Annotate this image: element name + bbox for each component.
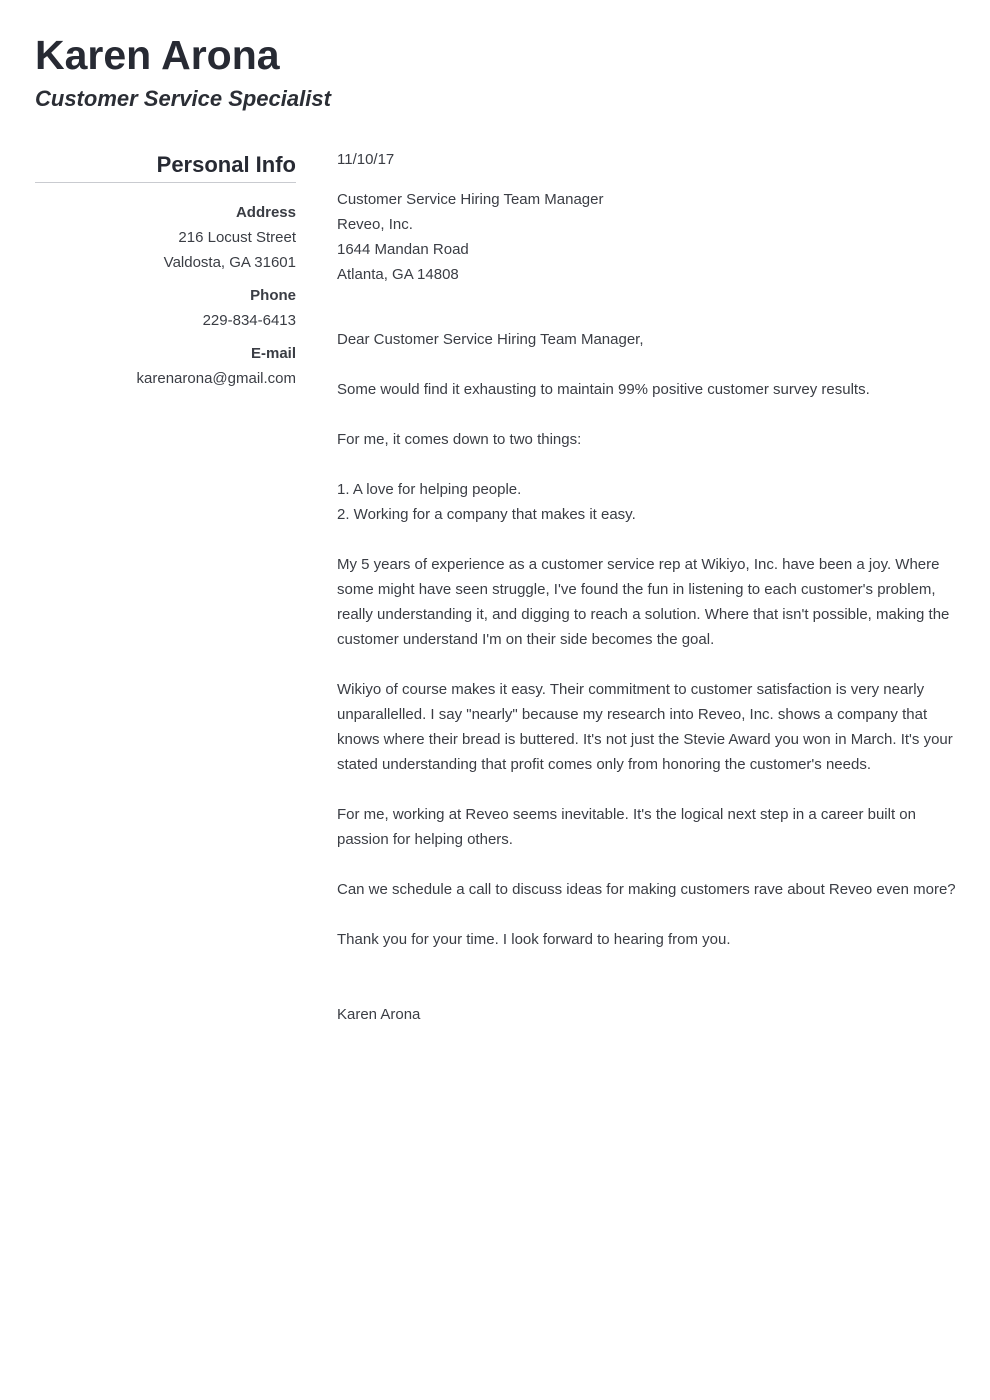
- cover-letter-body: [337, 147, 962, 1027]
- numbered-list: [337, 477, 962, 527]
- personal-info-sidebar: [35, 150, 296, 391]
- closing-paragraph: Thank you for your time. I look forward to hearing from you.: [337, 931, 731, 948]
- body-paragraph: For me, working at Reveo seems inevitable. It's the logical next step in a career built on passion for helping others.: [337, 806, 916, 848]
- phone-label: Phone: [250, 287, 296, 304]
- email-group: [35, 341, 296, 391]
- email-label: E-mail: [250, 345, 296, 362]
- body-paragraph: My 5 years of experience as a customer service rep at Wikiyo, Inc. have been a joy. Where some might have seen struggle, I've found the fun in listening to each customer's problem, really understanding it, and digging to reach a solution. Where that isn't possible, making the customer understand I'm on their side becomes the goal.: [337, 556, 950, 648]
- applicant-name: Karen Arona: [35, 32, 280, 78]
- body-paragraph: Can we schedule a call to discuss ideas for making customers rave about Reveo even more?: [337, 881, 956, 898]
- letter-date: 11/10/17: [337, 151, 395, 168]
- salutation: Dear Customer Service Hiring Team Manager,: [337, 331, 644, 348]
- phone-value: 229-834-6413: [202, 312, 296, 329]
- recipient-line: Customer Service Hiring Team Manager: [337, 191, 604, 208]
- address-group: [35, 200, 296, 275]
- list-item: 2. Working for a company that makes it easy.: [337, 506, 636, 523]
- list-item: 1. A love for helping people.: [337, 481, 522, 498]
- recipient-line: 1644 Mandan Road: [337, 241, 469, 258]
- recipient-line: Reveo, Inc.: [337, 216, 413, 233]
- address-line: 216 Locust Street: [178, 229, 296, 246]
- recipient-block: [337, 187, 962, 287]
- email-value: karenarona@gmail.com: [136, 370, 296, 387]
- intro-paragraph: Some would find it exhausting to maintain 99% positive customer survey results.: [337, 381, 870, 398]
- body-paragraph: Wikiyo of course makes it easy. Their commitment to customer satisfaction is very nearly unparallelled. I say "nearly" because my research into Reveo, Inc. shows a company that knows where their bread is buttered. It's not just the Stevie Award you won in March. It's your stated understanding that profit comes only from honoring the customer's needs.: [337, 681, 953, 773]
- recipient-line: Atlanta, GA 14808: [337, 266, 459, 283]
- signature-name: Karen Arona: [337, 1006, 421, 1023]
- address-label: Address: [235, 204, 296, 221]
- address-line: Valdosta, GA 31601: [163, 254, 296, 271]
- phone-group: [35, 283, 296, 333]
- personal-info-heading: Personal Info: [35, 150, 296, 183]
- lead-in-paragraph: For me, it comes down to two things:: [337, 431, 582, 448]
- applicant-job-title: Customer Service Specialist: [35, 86, 331, 111]
